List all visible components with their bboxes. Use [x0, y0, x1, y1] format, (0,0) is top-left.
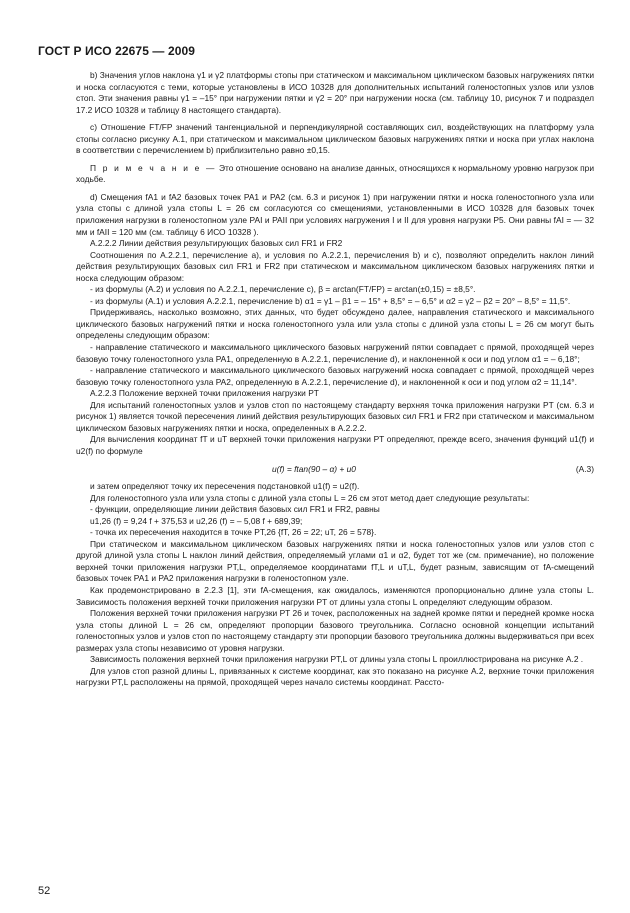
list-item: - функции, определяющие линии действия базовых сил FR1 и FR2, равны: [90, 504, 380, 515]
paragraph: Зависимость положения верхней точки приложения нагрузки PT,L от длины узла стопы L проиллюстрирована на рисунке А.2 .: [90, 654, 584, 665]
page-number: 52: [38, 885, 51, 897]
formula-a3: [76, 464, 594, 476]
formula-number: (А.3): [575, 463, 594, 474]
list-item: - направление статического и максимального циклического базовых нагружений пятки совпадает с прямой, проходящей через базовую точку голеностопного узла PA1, определенную в А.2.2.1, перечисление d), и наклоненной к оси и под углом α1 = – 6,18°;: [76, 342, 594, 364]
paragraph-b: b) Значения углов наклона γ1 и γ2 платформы стопы при статическом и максимальном циклическом базовых нагружениях пятки и носка согласуются с теми, которые установлены в ИСО 10328 для дополнительных испытаний голеностопных узлов или узлов стоп. Эти значения равны γ1 = –15° при нагружении пятки и γ2 = 20° при нагружении носка (см. таблицу 10, рисунок 7 и подраздел 17.2 ИСО 10328 и таблицу 8 настоящего стандарта).: [76, 70, 594, 115]
note-text: Это отношение основано на анализе данных, относящихся к нормальному уровню нагрузок при ходьбе.: [76, 162, 594, 185]
paragraph-c: c) Отношение FT/FP значений тангенциальной и перпендикулярной составляющих сил, воздействующих на платформу узла стопы согласно рисунку А.1, при статическом и максимальном циклическом базовых нагружениях пятки и носка при углах наклона в соответствии с перечислением b) приблизительно равно ±0,15.: [76, 122, 594, 156]
paragraph: Для голеностопного узла или узла стопы с длиной узла стопы L = 26 см этот метод дает следующие результаты:: [90, 492, 530, 503]
list-item: - из формулы (А.1) и условия А.2.2.1, перечисление b) α1 = γ1 – β1 = – 15° + 8,5° = – 6,5° и α2 = γ2 – β2 = 20° – 8,5° = 11,5°.: [90, 295, 571, 306]
paragraph-d: d) Смещения fA1 и fA2 базовых точек PA1 и PA2 (см. 6.3 и рисунок 1) при нагружении пятки и носка голеностопного узла или узла стопы с длиной узла стопы L = 26 см согласуются со смещениями, установленными в ИСО 10328 для базовых точек приложения нагрузки в голеностопном узле PAI и PAII при условиях нагружения I и II для уровня нагрузки Р5. Они равны fAI = — 32 мм и fAII = 120 мм (см. таблицу 6 ИСО 10328 ).: [76, 191, 594, 237]
page-body: [76, 70, 594, 689]
formula-text: u(f) = ftan(90 – α) + u0: [272, 463, 356, 474]
paragraph: Положения верхней точки приложения нагрузки PT 26 и точек, расположенных на задней кромке пятки и передней кромке носка узла стопы длиной L = 26 см, определяют пропорции базового треугольника. Согласно основной концепции испытаний голеностопных узлов и узлов стоп по настоящему стандарту эти пропорции базового треугольника должны выдерживаться при всех размерах узла стопы независимо от уровня нагрузки.: [76, 608, 594, 653]
note-label: П р и м е ч а н и е —: [90, 162, 217, 173]
paragraph: и затем определяют точку их пересечения подстановкой u1(f) = u2(f).: [90, 481, 360, 492]
paragraph: Для узлов стоп разной длины L, привязанных к системе координат, как это показано на рисунке А.2, верхние точки приложения нагрузки PT,L расположены на прямой, проходящей через начало системы координат. Рассто-: [76, 665, 594, 688]
paragraph: При статическом и максимальном циклическом базовых нагружениях пятки и носка голеностопных узлов или узлов стоп с другой длиной узла стопы L наклон линий действия, определяемый углами α1 и α2, будет тот же (см. примечание), но положение верхней точки приложения нагрузки PT,L, определяемое координатами fT,L и uT,L, будет разным, зависящим от fA-смещений базовых точек PA1 и PA2 приложения нагрузки в голеностопном узле.: [76, 538, 594, 584]
list-item: - из формулы (А.2) и условия по А.2.2.1, перечисление c), β = arctan(FT/FP) = arctan(±0,15) = ±8,5°.: [90, 284, 476, 295]
paragraph: Соотношения по А.2.2.1, перечисление а), и условия по А.2.2.1, перечисления b) и c), позволяют определить наклон линий действия результирующих базовых сил FR1 и FR2 при статическом и максимальном циклическом базовых нагружениях пятки и носка следующим образом:: [76, 249, 594, 283]
section-heading-a223: А.2.2.3 Положение верхней точки приложения нагрузки PT: [90, 388, 319, 399]
note: [76, 163, 594, 186]
paragraph: Для вычисления координат fT и uT верхней точки приложения нагрузки PT определяют, прежде всего, значения функций u1(f) и u2(f) по формуле: [76, 434, 594, 456]
equation-line: u1,26 (f) = 9,24 f + 375,53 и u2,26 (f) = – 5,08 f + 689,39;: [90, 515, 303, 526]
list-item: - точка их пересечения находится в точке PT,26 {fT, 26 = 22; uT, 26 = 578}.: [90, 527, 377, 538]
section-heading-a222: А.2.2.2 Линии действия результирующих базовых сил FR1 и FR2: [90, 238, 343, 249]
document-header: ГОСТ Р ИСО 22675 — 2009: [38, 44, 196, 58]
paragraph: Придерживаясь, насколько возможно, этих данных, что будет обсуждено далее, направления статического и максимального циклического базовых нагружений пятки и носка голеностопного узла или узла стопы с длиной узла стопы L = 26 см могут быть определены следующим образом:: [76, 307, 594, 341]
list-item: - направление статического и максимального циклического базовых нагружений носка совпадает с прямой, проходящей через базовую точку голеностопного узла PA2, определенную в А.2.2.1, перечисление d), и наклоненной к оси и под углом α2 = 11,14°.: [76, 365, 594, 387]
paragraph: Как продемонстрировано в 2.2.3 [1], эти fA-смещения, как ожидалось, изменяются пропорционально длине узла стопы L. Зависимость положения верхней точки приложения нагрузки PT от длины узла стопы L определяют следующим образом.: [76, 584, 594, 607]
paragraph: Для испытаний голеностопных узлов и узлов стоп по настоящему стандарту верхняя точка приложения нагрузки PT (см. 6.3 и рисунок 1) является точкой пересечения линий действия результирующих базовых сил FR1 и FR2 при статическом и максимальном циклическом базовых нагружениях пятки и носка, определенных в А.2.2.2.: [76, 399, 594, 433]
